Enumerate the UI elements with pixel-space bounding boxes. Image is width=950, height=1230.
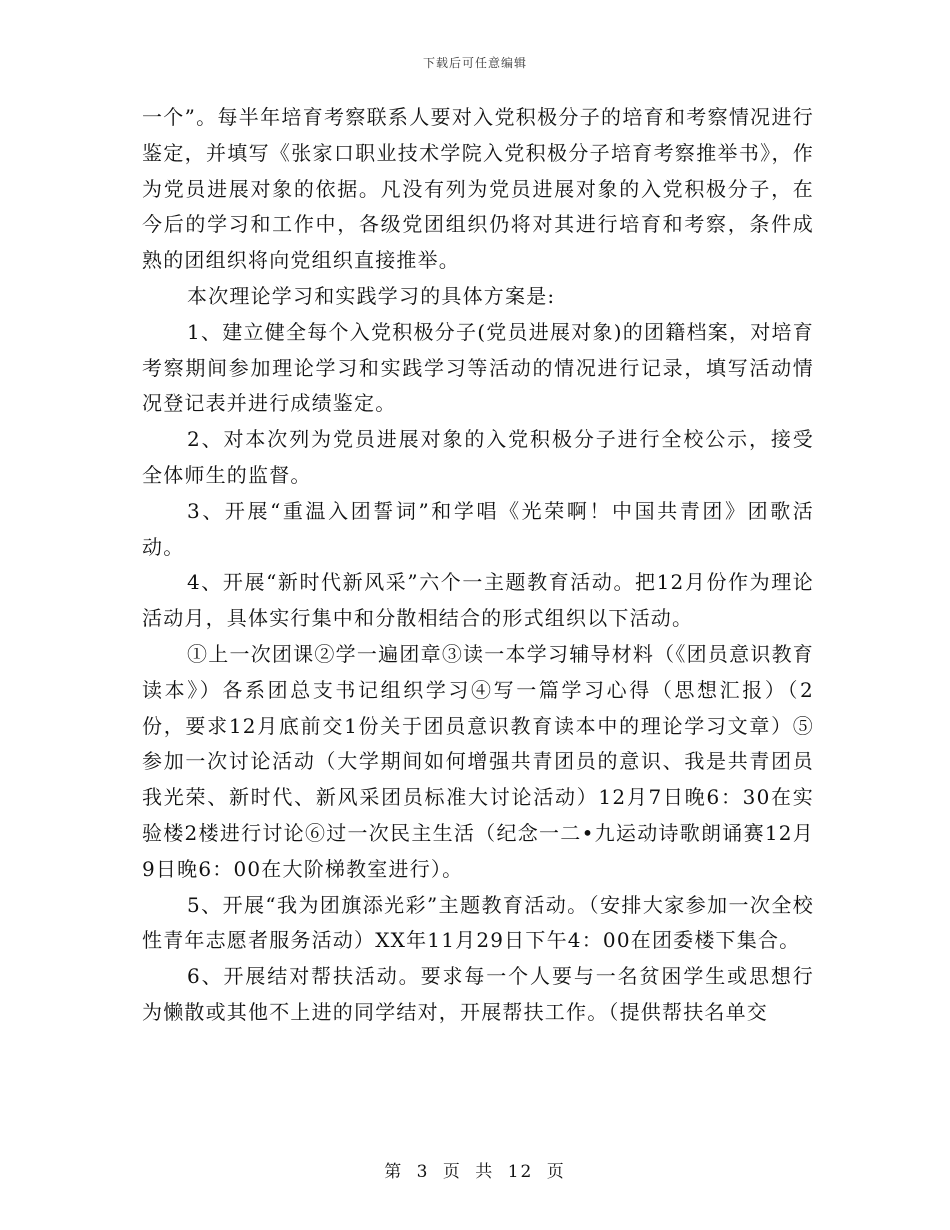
- document-body: [142, 100, 814, 1031]
- paragraph-item-6: 6、开展结对帮扶活动。要求每一个人要与一名贫困学生或思想行为懒散或其他不上进的同学结对，开展帮扶工作。（提供帮扶名单交: [142, 964, 814, 1024]
- paragraph-item-3: 3、开展“重温入团誓词”和学唱《光荣啊！中国共青团》团歌活动。: [142, 498, 814, 559]
- paragraph-item-5: 5、开展“我为团旗添光彩”主题教育活动。（安排大家参加一次全校性青年志愿者服务活动）XX年11月29日下午4：00在团委楼下集合。: [142, 892, 814, 953]
- paragraph-plan-intro: 本次理论学习和实践学习的具体方案是:: [187, 283, 556, 308]
- page-header: 下载后可任意编辑: [422, 56, 527, 70]
- paragraph-item-4: 4、开展“新时代新风采”六个一主题教育活动。把12月份作为理论活动月，具体实行集中和分散相结合的形式组织以下活动。: [142, 570, 814, 631]
- paragraph-item-4-activities: ①上一次团课②学一遍团章③读一本学习辅导材料（《团员意识教育读本》）各系团总支书记组织学习④写一篇学习心得（思想汇报）（2份，要求12月底前交1份关于团员意识教育读本中的理论学习文章）⑤参加一次讨论活动（大学期间如何增强共青团员的意识、我是共青团员我光荣、新时代、新风采团员标准大讨论活动）12月7日晚6：30在实验楼2楼进行讨论⑥过一次民主生活（纪念一二•九运动诗歌朗诵赛12月9日晚6：00在大阶梯教室进行）。: [142, 641, 814, 881]
- page-number: 第 3 页 共 12 页: [384, 1162, 566, 1182]
- paragraph-continuation: 一个”。每半年培育考察联系人要对入党积极分子的培育和考察情况进行鉴定，并填写《张家口职业技术学院入党积极分子培育考察推举书》，作为党员进展对象的依据。凡没有列为党员进展对象的入党积极分子，在今后的学习和工作中，各级党团组织仍将对其进行培育和考察，条件成熟的团组织将向党组织直接推举。: [142, 105, 814, 273]
- paragraph-item-1: 1、建立健全每个入党积极分子(党员进展对象)的团籍档案，对培育考察期间参加理论学习和实践学习等活动的情况进行记录，填写活动情况登记表并进行成绩鉴定。: [142, 319, 814, 416]
- paragraph-item-2: 2、对本次列为党员进展对象的入党积极分子进行全校公示，接受全体师生的监督。: [142, 427, 814, 487]
